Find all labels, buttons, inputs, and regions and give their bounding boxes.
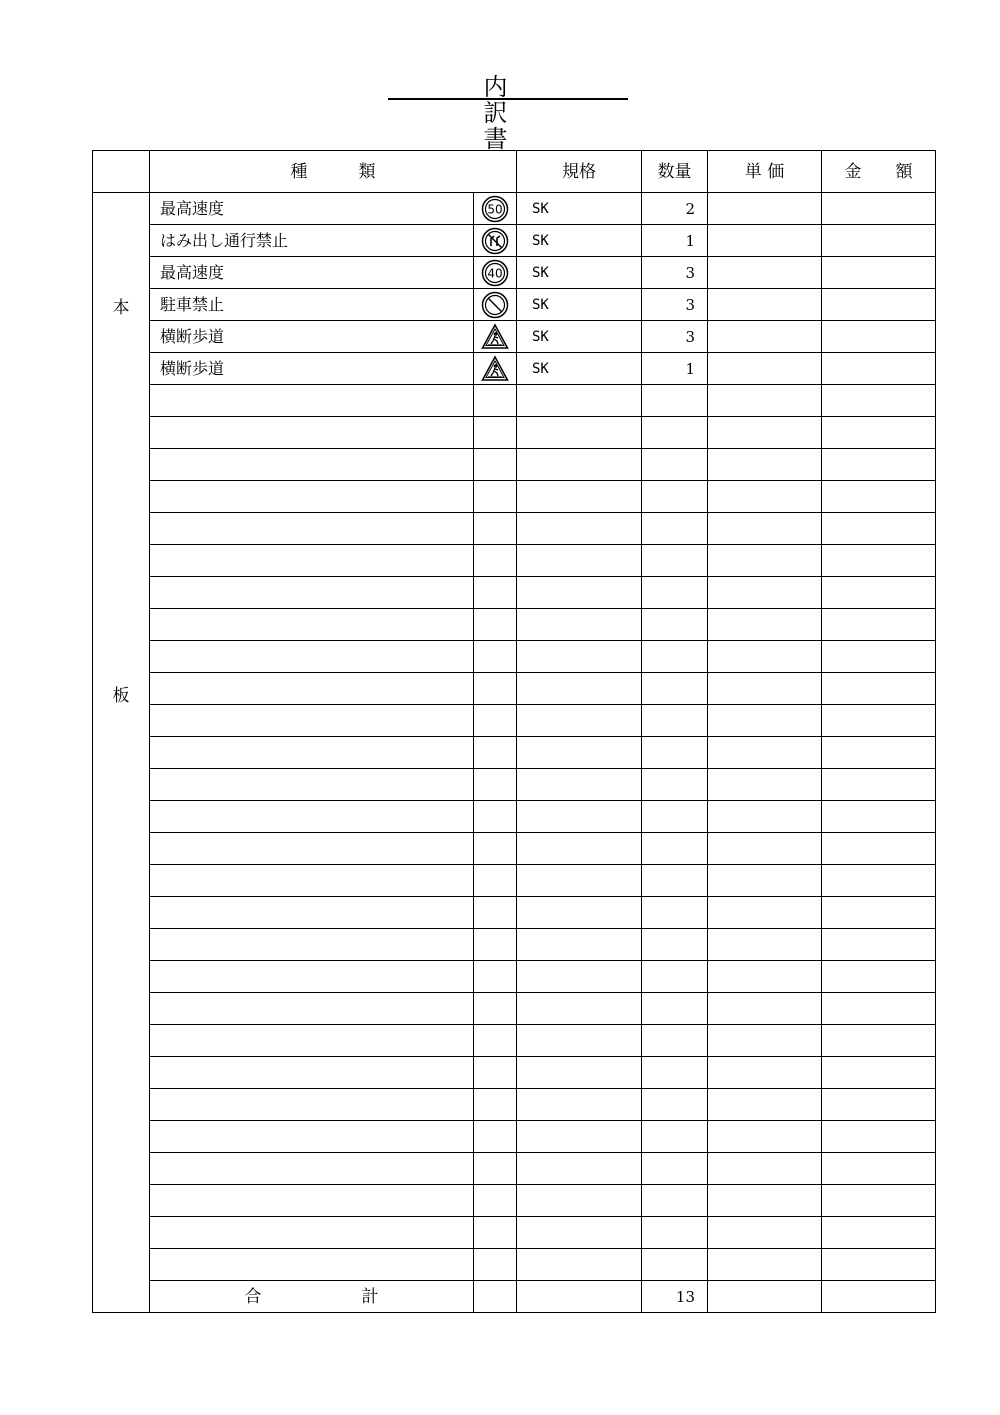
amount-cell (822, 929, 936, 961)
qty-cell (642, 801, 708, 833)
unit-price-cell (708, 1153, 822, 1185)
unit-price-cell (708, 1025, 822, 1057)
sign-cell (474, 865, 517, 897)
qty-cell (642, 449, 708, 481)
sign-cell (474, 1121, 517, 1153)
unit-price-cell (708, 1281, 822, 1313)
qty-cell (642, 577, 708, 609)
table-row (93, 1089, 936, 1121)
qty-cell (642, 1089, 708, 1121)
total-label (150, 1281, 474, 1313)
item-name (150, 1057, 474, 1089)
unit-price-cell (708, 449, 822, 481)
qty-cell (642, 1249, 708, 1281)
item-name (150, 833, 474, 865)
spec-cell (517, 929, 642, 961)
side-label-cell (93, 193, 150, 1313)
spec-cell (517, 833, 642, 865)
spec-cell (517, 481, 642, 513)
header-row (93, 151, 936, 193)
qty-cell: 3 (642, 257, 708, 289)
item-name (150, 449, 474, 481)
total-label-left: 合 (244, 1286, 262, 1307)
side-label-top: 本 (112, 298, 130, 318)
table-row (93, 353, 936, 385)
table-row (93, 1153, 936, 1185)
unit-price-cell (708, 385, 822, 417)
item-name: 横断歩道 (150, 353, 474, 385)
spec-cell: SK (517, 225, 642, 257)
table-row (93, 1249, 936, 1281)
spec-cell (517, 961, 642, 993)
item-name (150, 705, 474, 737)
qty-cell (642, 609, 708, 641)
amount-cell (822, 1089, 936, 1121)
item-name: 駐車禁止 (150, 289, 474, 321)
sign-cell (474, 609, 517, 641)
spec-cell (517, 385, 642, 417)
qty-cell (642, 1121, 708, 1153)
qty-cell (642, 1057, 708, 1089)
spec-cell (517, 801, 642, 833)
sign-cell (474, 897, 517, 929)
sign-cell (474, 1057, 517, 1089)
header-qty: 数量 (642, 151, 708, 193)
sign-cell (474, 769, 517, 801)
spec-cell (517, 993, 642, 1025)
no-parking-sign-icon (481, 291, 509, 319)
qty-cell: 1 (642, 353, 708, 385)
item-name (150, 1217, 474, 1249)
qty-cell (642, 673, 708, 705)
amount-cell (822, 449, 936, 481)
item-name (150, 865, 474, 897)
qty-cell (642, 481, 708, 513)
unit-price-cell (708, 641, 822, 673)
unit-price-cell (708, 993, 822, 1025)
amount-cell (822, 1025, 936, 1057)
spec-cell: SK (517, 257, 642, 289)
sign-cell (474, 1217, 517, 1249)
qty-cell (642, 737, 708, 769)
item-name (150, 481, 474, 513)
table-row (93, 257, 936, 289)
item-name (150, 1185, 474, 1217)
amount-cell (822, 833, 936, 865)
sign-cell (474, 641, 517, 673)
amount-cell (822, 417, 936, 449)
spec-cell (517, 865, 642, 897)
sign-cell (474, 385, 517, 417)
qty-cell (642, 513, 708, 545)
unit-price-cell (708, 545, 822, 577)
amount-cell (822, 865, 936, 897)
sign-cell (474, 1249, 517, 1281)
spec-cell (517, 513, 642, 545)
amount-cell (822, 1281, 936, 1313)
table-row (93, 641, 936, 673)
amount-cell (822, 1217, 936, 1249)
header-spec: 規格 (517, 151, 642, 193)
item-name (150, 961, 474, 993)
qty-cell (642, 641, 708, 673)
amount-cell (822, 897, 936, 929)
item-name: はみ出し通行禁止 (150, 225, 474, 257)
sign-cell (474, 481, 517, 513)
table-row (93, 481, 936, 513)
sign-cell (474, 321, 517, 353)
table-row (93, 1185, 936, 1217)
qty-cell: 2 (642, 193, 708, 225)
amount-cell (822, 769, 936, 801)
sign-cell (474, 289, 517, 321)
spec-cell (517, 1121, 642, 1153)
unit-price-cell (708, 769, 822, 801)
item-name (150, 1153, 474, 1185)
amount-cell (822, 225, 936, 257)
sign-cell (474, 737, 517, 769)
qty-cell (642, 417, 708, 449)
spec-cell (517, 417, 642, 449)
sign-cell (474, 993, 517, 1025)
spec-cell (517, 545, 642, 577)
sign-cell (474, 673, 517, 705)
amount-cell (822, 961, 936, 993)
table-row (93, 225, 936, 257)
amount-cell (822, 1057, 936, 1089)
amount-cell (822, 609, 936, 641)
svg-text:40: 40 (487, 266, 503, 280)
amount-cell (822, 353, 936, 385)
table-row (93, 289, 936, 321)
amount-cell (822, 1185, 936, 1217)
item-name (150, 545, 474, 577)
table-row (93, 769, 936, 801)
unit-price-cell (708, 1185, 822, 1217)
table-row (93, 513, 936, 545)
sign-cell (474, 193, 517, 225)
table-row (93, 737, 936, 769)
unit-price-cell (708, 1089, 822, 1121)
amount-cell (822, 545, 936, 577)
qty-cell (642, 961, 708, 993)
item-name (150, 897, 474, 929)
pedestrian-crossing-sign-icon (481, 355, 509, 383)
sign-cell (474, 417, 517, 449)
item-name: 最高速度 (150, 257, 474, 289)
item-name (150, 929, 474, 961)
amount-cell (822, 385, 936, 417)
unit-price-cell (708, 961, 822, 993)
header-amount: 金 額 (822, 151, 936, 193)
spec-cell (517, 1185, 642, 1217)
table-row (93, 897, 936, 929)
unit-price-cell (708, 705, 822, 737)
spec-cell (517, 897, 642, 929)
table-row (93, 417, 936, 449)
sign-cell (474, 1185, 517, 1217)
table-row (93, 961, 936, 993)
spec-cell (517, 641, 642, 673)
item-name (150, 1089, 474, 1121)
unit-price-cell (708, 673, 822, 705)
sign-cell (474, 801, 517, 833)
unit-price-cell (708, 225, 822, 257)
qty-cell (642, 385, 708, 417)
item-name (150, 577, 474, 609)
spec-cell (517, 769, 642, 801)
table-row (93, 801, 936, 833)
unit-price-cell (708, 609, 822, 641)
amount-cell (822, 289, 936, 321)
table-row (93, 449, 936, 481)
unit-price-cell (708, 289, 822, 321)
spec-cell (517, 449, 642, 481)
table-row (93, 705, 936, 737)
qty-cell: 1 (642, 225, 708, 257)
spec-cell (517, 1249, 642, 1281)
table-row (93, 929, 936, 961)
total-qty: 13 (642, 1281, 708, 1313)
unit-price-cell (708, 257, 822, 289)
unit-price-cell (708, 417, 822, 449)
amount-cell (822, 193, 936, 225)
sign-cell (474, 449, 517, 481)
spec-cell (517, 1089, 642, 1121)
total-label-right: 計 (361, 1286, 379, 1307)
sign-cell (474, 961, 517, 993)
sign-cell (474, 929, 517, 961)
table-row (93, 193, 936, 225)
sign-cell (474, 705, 517, 737)
qty-cell (642, 897, 708, 929)
spec-cell: SK (517, 321, 642, 353)
amount-cell (822, 673, 936, 705)
unit-price-cell (708, 1249, 822, 1281)
table-row (93, 993, 936, 1025)
amount-cell (822, 321, 936, 353)
sign-cell (474, 833, 517, 865)
sign-cell (474, 257, 517, 289)
table-row (93, 577, 936, 609)
table-row (93, 385, 936, 417)
unit-price-cell (708, 833, 822, 865)
svg-text:50: 50 (487, 202, 503, 216)
spec-cell (517, 1057, 642, 1089)
qty-cell (642, 929, 708, 961)
spec-cell (517, 1025, 642, 1057)
amount-cell (822, 1249, 936, 1281)
sign-cell (474, 1153, 517, 1185)
table-row (93, 1057, 936, 1089)
unit-price-cell (708, 193, 822, 225)
sign-cell (474, 513, 517, 545)
qty-cell (642, 1153, 708, 1185)
item-name (150, 737, 474, 769)
item-name (150, 513, 474, 545)
amount-cell (822, 641, 936, 673)
spec-cell (517, 1217, 642, 1249)
amount-cell (822, 705, 936, 737)
spec-cell (517, 577, 642, 609)
table-row (93, 1025, 936, 1057)
table-row (93, 321, 936, 353)
unit-price-cell (708, 481, 822, 513)
qty-cell: 3 (642, 289, 708, 321)
amount-cell (822, 1121, 936, 1153)
amount-cell (822, 577, 936, 609)
table-row (93, 1217, 936, 1249)
unit-price-cell (708, 865, 822, 897)
spec-cell (517, 673, 642, 705)
sign-cell (474, 1281, 517, 1313)
header-blank (93, 151, 150, 193)
qty-cell (642, 705, 708, 737)
side-label-bottom: 板 (112, 686, 130, 706)
unit-price-cell (708, 737, 822, 769)
table-row (93, 1121, 936, 1153)
spec-cell (517, 1281, 642, 1313)
table-row (93, 833, 936, 865)
qty-cell (642, 1217, 708, 1249)
item-name: 最高速度 (150, 193, 474, 225)
qty-cell (642, 865, 708, 897)
spec-cell (517, 1153, 642, 1185)
spec-cell: SK (517, 289, 642, 321)
qty-cell (642, 833, 708, 865)
unit-price-cell (708, 1121, 822, 1153)
no-overtaking-sign-icon (481, 227, 509, 255)
table-row (93, 609, 936, 641)
item-name (150, 801, 474, 833)
amount-cell (822, 257, 936, 289)
item-name (150, 673, 474, 705)
item-name (150, 609, 474, 641)
unit-price-cell (708, 321, 822, 353)
speed-limit-40-sign-icon (481, 259, 509, 287)
item-name (150, 641, 474, 673)
document-title: 内 訳 書 (483, 73, 632, 153)
unit-price-cell (708, 1217, 822, 1249)
unit-price-cell (708, 513, 822, 545)
unit-price-cell (708, 897, 822, 929)
sign-cell (474, 577, 517, 609)
table-row (93, 673, 936, 705)
qty-cell (642, 545, 708, 577)
unit-price-cell (708, 929, 822, 961)
table-row (93, 545, 936, 577)
amount-cell (822, 801, 936, 833)
qty-cell: 3 (642, 321, 708, 353)
sign-cell (474, 1089, 517, 1121)
sign-cell (474, 1025, 517, 1057)
sign-cell (474, 225, 517, 257)
pedestrian-crossing-sign-icon (481, 323, 509, 351)
unit-price-cell (708, 801, 822, 833)
speed-limit-50-sign-icon (481, 195, 509, 223)
amount-cell (822, 513, 936, 545)
amount-cell (822, 737, 936, 769)
item-name (150, 993, 474, 1025)
amount-cell (822, 993, 936, 1025)
header-unit-price: 単 価 (708, 151, 822, 193)
spec-cell: SK (517, 353, 642, 385)
unit-price-cell (708, 353, 822, 385)
breakdown-table (92, 150, 936, 1313)
spec-cell (517, 705, 642, 737)
item-name (150, 385, 474, 417)
total-row (93, 1281, 936, 1313)
amount-cell (822, 1153, 936, 1185)
item-name: 横断歩道 (150, 321, 474, 353)
header-type: 種 類 (150, 151, 517, 193)
spec-cell: SK (517, 193, 642, 225)
amount-cell (822, 481, 936, 513)
qty-cell (642, 1185, 708, 1217)
unit-price-cell (708, 1057, 822, 1089)
qty-cell (642, 1025, 708, 1057)
unit-price-cell (708, 577, 822, 609)
item-name (150, 1121, 474, 1153)
item-name (150, 769, 474, 801)
item-name (150, 1025, 474, 1057)
qty-cell (642, 993, 708, 1025)
spec-cell (517, 609, 642, 641)
sign-cell (474, 353, 517, 385)
sign-cell (474, 545, 517, 577)
title-underline (388, 98, 628, 100)
item-name (150, 417, 474, 449)
spec-cell (517, 737, 642, 769)
qty-cell (642, 769, 708, 801)
item-name (150, 1249, 474, 1281)
table-row (93, 865, 936, 897)
